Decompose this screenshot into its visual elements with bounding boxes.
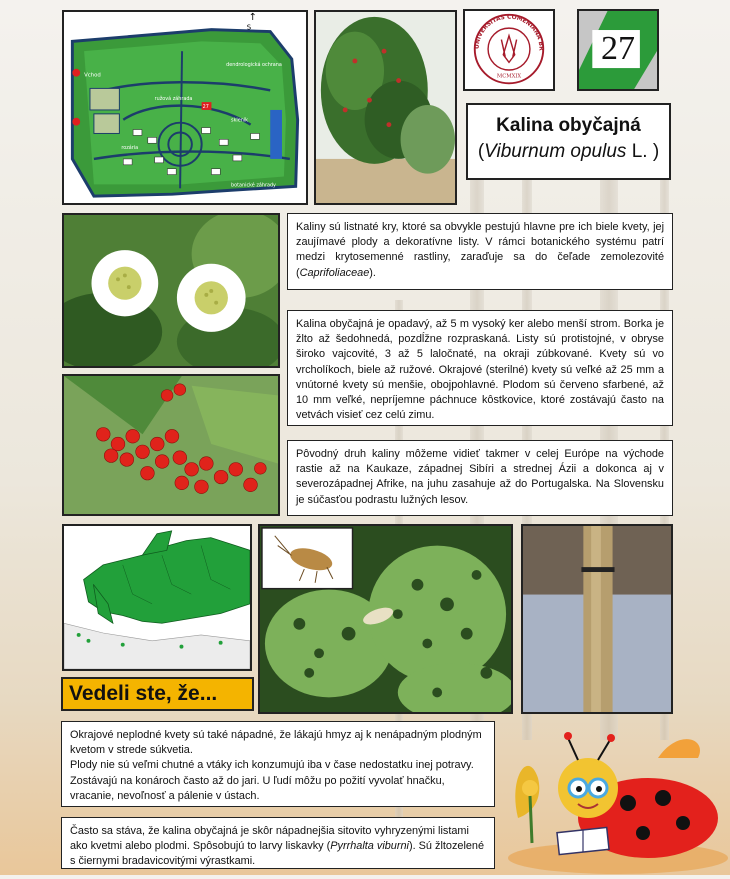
map-label: rozária	[121, 145, 139, 152]
map-label: skleník	[231, 117, 249, 124]
bark-photo	[521, 524, 673, 714]
map-label: botanické záhrady	[231, 182, 276, 189]
latin-author: L. )	[631, 141, 660, 162]
latin-name: (Viburnum opulus L. )	[477, 141, 660, 162]
map-marker-label: 27	[202, 103, 209, 110]
map-label: Vchod	[84, 72, 101, 79]
ladybug-mascot	[498, 718, 730, 875]
berries-photo	[62, 374, 280, 516]
family-latin: Caprifoliaceae	[299, 266, 370, 279]
map-label: ružová záhrada	[154, 96, 193, 103]
damaged-leaves-photo	[258, 524, 513, 714]
flowers-photo	[62, 213, 280, 368]
svg-text:S: S	[246, 23, 252, 32]
fact-2: Plody nie sú veľmi chutné a vtáky ich konzumujú iba v čase nedostatku inej potravy. Zostávajú na konároch často až do jari. U ľudí môžu po požití vyvolať hnačku, vracanie, nevoľnosť a pálenie v ústach.	[70, 759, 474, 802]
stop-number: 27	[601, 30, 635, 67]
latin-genus: Viburnum opulus	[484, 141, 627, 162]
plant-name: Kalina obyčajná	[496, 115, 641, 136]
title-box	[466, 103, 671, 180]
shrub-photo	[314, 10, 457, 205]
beetle-latin: Pyrrhalta viburni	[330, 840, 409, 853]
svg-text:↑: ↑	[248, 12, 257, 23]
did-you-know-heading: Vedeli ste, že...	[61, 677, 254, 711]
map-label: dendrologická ochrana	[226, 61, 282, 68]
distribution-paragraph: Pôvodný druh kaliny môžeme vidieť takmer v celej Európe na východe rastie až na Kaukaze, západnej Sibíri a strednej Ázii a dokonca aj v severozápadnej Afrike, na juhu zasahuje až do Portugalska. Na Slovensku je súčasťou podrastu lužných lesov.	[287, 440, 673, 516]
beetle-fact-box: Často sa stáva, že kalina obyčajná je skôr nápadnejšia sitovito vyhryzenými listami ako kvetmi alebo plodmi. Spôsobujú to larvy liskavky (Pyrrhalta viburni). Sú žltozelené s čiernymi bradavicovitými výrastkami.	[61, 817, 495, 869]
description-paragraph: Kalina obyčajná je opadavý, až 5 m vysoký ker alebo menší strom. Borka je žlto až šedohnedá, pozdĺžne rozpraskaná. Listy sú protistojné, v obryse široko vajcovité, 3 až 5 laločnaté, na okraji zúbkované. Kvety sú vo vrcholíkoch, biele až ružové. Okrajové (sterilné) kvety sú veľké až 25 mm a vnútorné kvety sú menšie, obojpohlavné. Plodom sú červeno sfarbené, až 10 mm veľké, nepríjemne páchnuce kôstkovice, ktoré zostávajú často na vetvách visieť cez celú zimu.	[287, 310, 673, 426]
logo-year: MCMXIX	[496, 73, 522, 80]
university-logo	[463, 9, 555, 91]
garden-map	[62, 10, 308, 205]
intro-paragraph: Kaliny sú listnaté kry, ktoré sa obvykle pestujú hlavne pre ich biele kvety, jej zaujímavé plody a dekoratívne listy. V rámci botanického systému patrí medzi krytosemenné rastliny, zaraďuje sa do čeľade zemolezovité (Caprifoliaceae).	[287, 213, 673, 290]
fact-1: Okrajové neplodné kvety sú také nápadné, že lákajú hmyz aj k nenápadným plodným kvetom v strede súkvetia.	[70, 729, 482, 757]
distribution-map	[62, 524, 252, 671]
did-you-know-box	[61, 721, 495, 807]
stop-number-box	[577, 9, 659, 91]
logo-text: UNIVERSITAS COMENIANA BR	[474, 14, 544, 51]
